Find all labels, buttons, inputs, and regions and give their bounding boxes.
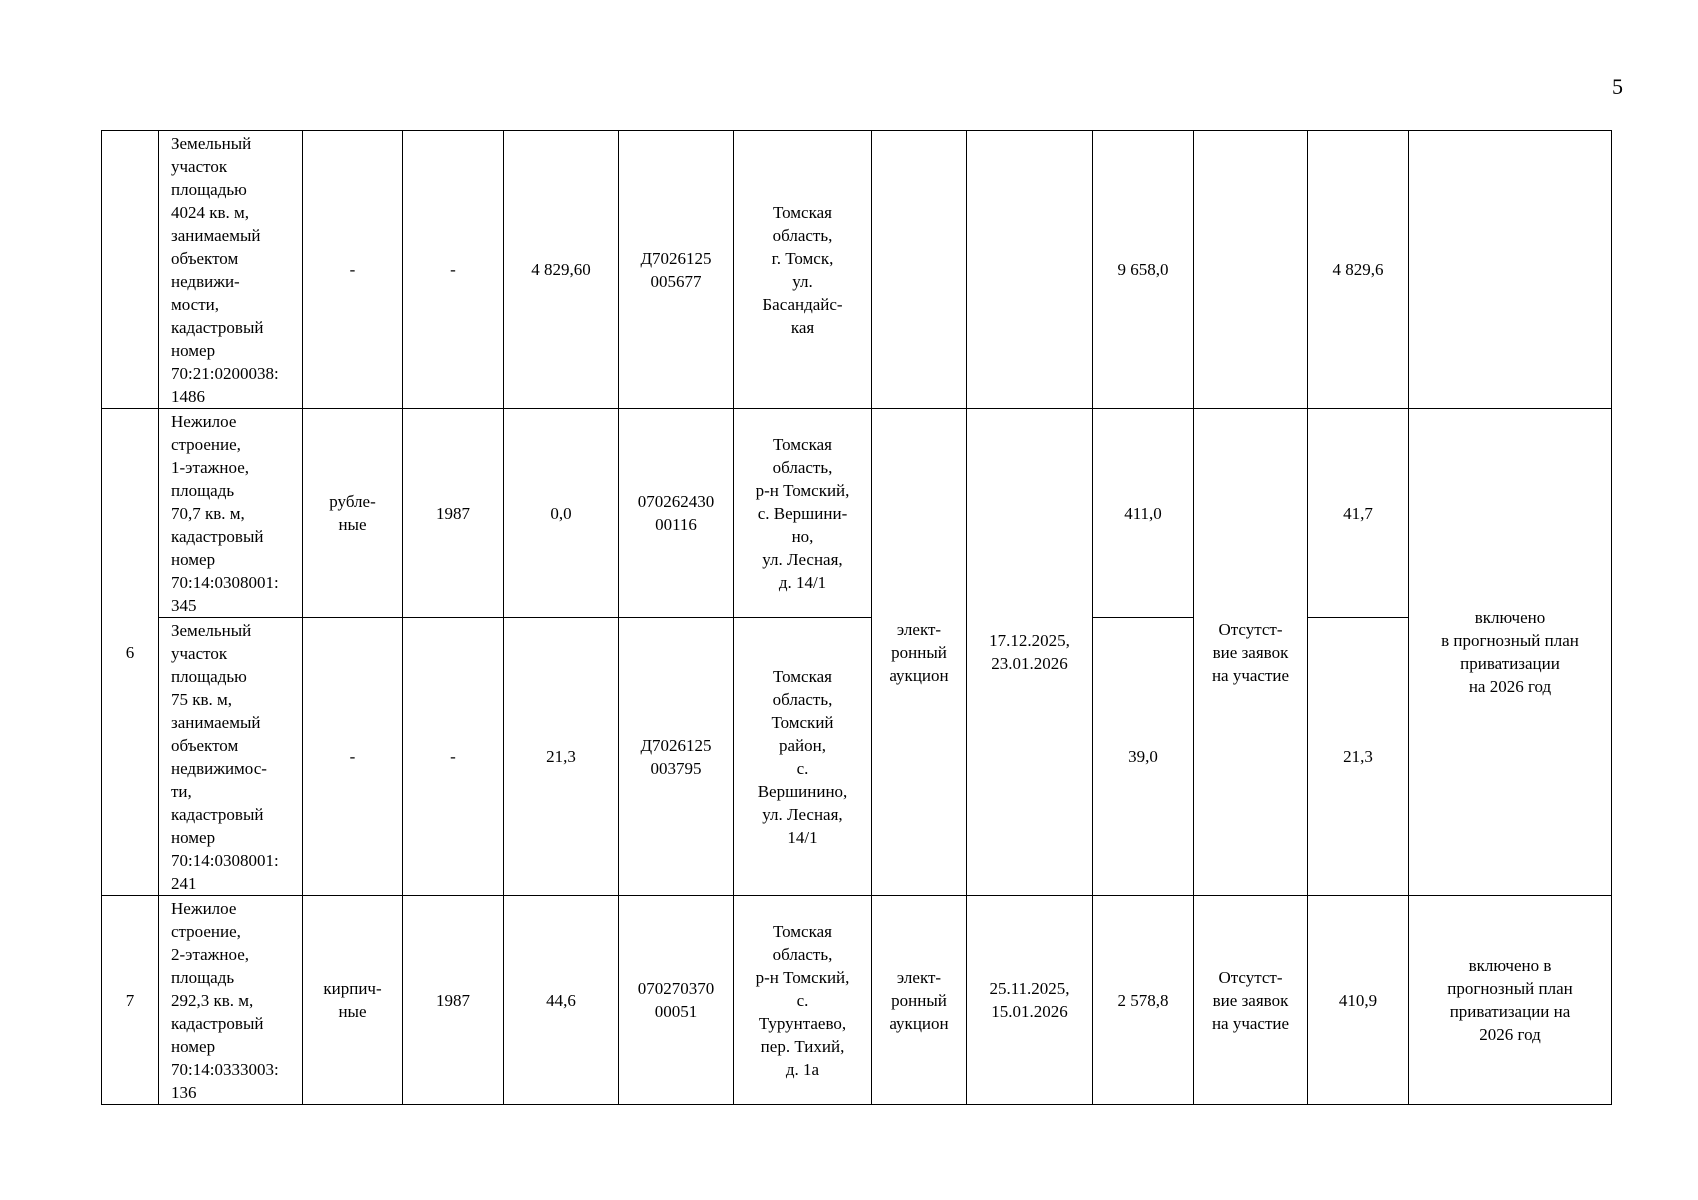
object-description-cell: Земельный участок площадью 75 кв. м, занимаемый объектом недвижимос- ти, кадастровый номер 70:14:0308001: 241	[159, 618, 303, 896]
wall-material-cell: -	[303, 131, 403, 409]
amount-cell: 410,9	[1308, 896, 1409, 1105]
address-cell: Томская область, р-н Томский, с. Турунтаево, пер. Тихий, д. 1а	[734, 896, 872, 1105]
method-cell: элект- ронный аукцион	[872, 409, 967, 896]
address-cell: Томская область, г. Томск, ул. Басандайс- кая	[734, 131, 872, 409]
price-cell: 411,0	[1093, 409, 1194, 618]
result-cell	[1194, 131, 1308, 409]
table-row	[102, 409, 1612, 618]
page-number: 5	[1612, 74, 1623, 99]
registry-code-cell: Д7026125 005677	[619, 131, 734, 409]
address-cell: Томская область, Томский район, с. Вершинино, ул. Лесная, 14/1	[734, 618, 872, 896]
registry-code-cell: Д7026125 003795	[619, 618, 734, 896]
dates-cell	[967, 131, 1093, 409]
object-description-cell: Нежилое строение, 2-этажное, площадь 292,3 кв. м, кадастровый номер 70:14:0333003: 136	[159, 896, 303, 1105]
object-description-cell: Нежилое строение, 1-этажное, площадь 70,7 кв. м, кадастровый номер 70:14:0308001: 345	[159, 409, 303, 618]
result-cell: Отсутст- вие заявок на участие	[1194, 896, 1308, 1105]
result-cell: Отсутст- вие заявок на участие	[1194, 409, 1308, 896]
wall-material-cell: рубле- ные	[303, 409, 403, 618]
row-number-cell: 7	[102, 896, 159, 1105]
value-cell: 21,3	[504, 618, 619, 896]
note-cell: включено в прогнозный план приватизации на 2026 год	[1409, 409, 1612, 896]
note-cell: включено в прогнозный план приватизации на 2026 год	[1409, 896, 1612, 1105]
table-row	[102, 131, 1612, 409]
table-row	[102, 618, 1612, 896]
privatization-table	[101, 130, 1612, 1105]
year-cell: 1987	[403, 409, 504, 618]
dates-cell: 17.12.2025, 23.01.2026	[967, 409, 1093, 896]
price-cell: 39,0	[1093, 618, 1194, 896]
registry-code-cell: 070262430 00116	[619, 409, 734, 618]
year-cell: -	[403, 131, 504, 409]
price-cell: 2 578,8	[1093, 896, 1194, 1105]
row-number-cell: 6	[102, 409, 159, 896]
object-description-cell: Земельный участок площадью 4024 кв. м, занимаемый объектом недвижи- мости, кадастровый номер 70:21:0200038: 1486	[159, 131, 303, 409]
price-cell: 9 658,0	[1093, 131, 1194, 409]
year-cell: -	[403, 618, 504, 896]
value-cell: 44,6	[504, 896, 619, 1105]
dates-cell: 25.11.2025, 15.01.2026	[967, 896, 1093, 1105]
year-cell: 1987	[403, 896, 504, 1105]
amount-cell: 4 829,6	[1308, 131, 1409, 409]
amount-cell: 21,3	[1308, 618, 1409, 896]
registry-code-cell: 070270370 00051	[619, 896, 734, 1105]
wall-material-cell: кирпич- ные	[303, 896, 403, 1105]
amount-cell: 41,7	[1308, 409, 1409, 618]
method-cell: элект- ронный аукцион	[872, 896, 967, 1105]
value-cell: 4 829,60	[504, 131, 619, 409]
value-cell: 0,0	[504, 409, 619, 618]
wall-material-cell: -	[303, 618, 403, 896]
table-row	[102, 896, 1612, 1105]
note-cell	[1409, 131, 1612, 409]
row-number-cell	[102, 131, 159, 409]
method-cell	[872, 131, 967, 409]
address-cell: Томская область, р-н Томский, с. Вершини- но, ул. Лесная, д. 14/1	[734, 409, 872, 618]
